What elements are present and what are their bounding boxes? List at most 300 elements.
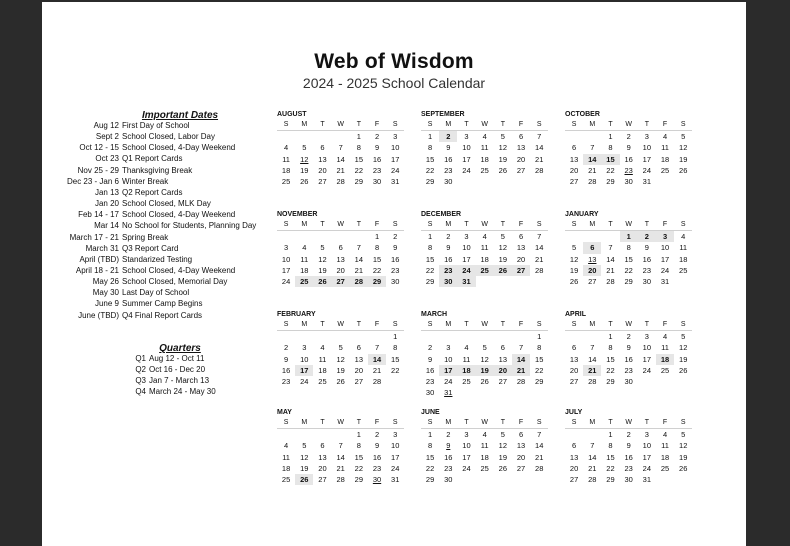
day-cell: 20: [318, 165, 327, 175]
month-name: MARCH: [421, 311, 448, 318]
day-cell: 20: [516, 254, 526, 264]
weekday-label: S: [530, 418, 548, 429]
weekday-label: M: [295, 120, 313, 131]
day-cell: 28: [350, 276, 368, 287]
page-subtitle: 2024 - 2025 School Calendar: [302, 75, 486, 91]
important-date-date: Sept 2: [95, 132, 119, 142]
day-cell: 12: [679, 143, 688, 153]
day-cell: 27: [569, 474, 579, 484]
day-cell: 16: [642, 254, 652, 264]
day-cell: 22: [354, 165, 364, 175]
day-cell: 4: [662, 430, 668, 440]
day-cell: 11: [300, 254, 309, 264]
day-cell: 30: [439, 276, 457, 287]
day-cell: 18: [457, 365, 475, 376]
day-cell: 28: [588, 176, 597, 186]
day-cell: 16: [372, 452, 382, 462]
day-cell: 9: [446, 441, 451, 451]
day-cell: 30: [624, 176, 633, 186]
day-cell: 1: [608, 332, 613, 342]
day-cell: 19: [679, 154, 688, 164]
day-cell: 14: [606, 254, 615, 264]
day-cell: 23: [391, 265, 400, 275]
day-cell: 29: [606, 176, 615, 186]
day-cell: 19: [498, 254, 508, 264]
day-cell: 9: [626, 343, 631, 353]
day-cell: 17: [462, 154, 471, 164]
day-cell: 24: [642, 165, 652, 175]
day-cell: 22: [606, 365, 615, 375]
day-cell: 7: [338, 143, 343, 153]
day-cell: 15: [425, 154, 435, 164]
day-cell: 15: [372, 254, 382, 264]
day-cell: 22: [372, 265, 382, 275]
day-cell: 24: [457, 265, 475, 276]
day-cell: 3: [302, 343, 307, 353]
important-date-event: Summer Camp Begins: [122, 299, 203, 309]
day-cell: 1: [393, 332, 398, 342]
day-cell: 2: [393, 232, 398, 242]
day-cell: 10: [462, 243, 471, 253]
empty-day-cell: [656, 474, 674, 485]
day-cell: 26: [679, 463, 688, 473]
day-cell: 23: [372, 463, 382, 473]
empty-day-cell: [601, 231, 619, 242]
quarter-range: Aug 12 - Oct 11: [149, 354, 205, 363]
day-cell: 20: [516, 452, 526, 462]
day-cell: 29: [354, 474, 364, 484]
calendar-page: [42, 2, 746, 546]
day-cell: 26: [679, 365, 688, 375]
day-cell: 10: [300, 354, 309, 364]
day-cell: 13: [318, 154, 327, 164]
day-cell: 11: [661, 143, 669, 153]
empty-day-cell: [457, 387, 475, 398]
day-cell: 17: [391, 154, 400, 164]
day-cell: 26: [569, 276, 579, 286]
month-name: JUNE: [421, 409, 440, 416]
day-cell: 9: [446, 243, 451, 253]
day-cell: 23: [281, 376, 291, 386]
weekday-label: W: [476, 120, 494, 131]
day-cell: 25: [480, 165, 489, 175]
day-cell: 19: [318, 265, 327, 275]
day-cell: 21: [606, 265, 615, 275]
day-cell: 25: [679, 265, 688, 275]
month-name: OCTOBER: [565, 111, 600, 118]
empty-day-cell: [295, 429, 313, 440]
empty-day-cell: [277, 231, 295, 242]
day-cell: 19: [336, 365, 345, 375]
day-cell: 18: [679, 254, 688, 264]
weekday-label: S: [386, 220, 404, 231]
month-name: APRIL: [565, 311, 586, 318]
empty-day-cell: [476, 331, 494, 342]
day-cell: 21: [336, 165, 345, 175]
weekday-label: T: [350, 120, 368, 131]
day-cell: 20: [569, 165, 579, 175]
day-cell: 7: [608, 243, 613, 253]
day-cell: 6: [518, 232, 524, 242]
empty-day-cell: [656, 376, 674, 387]
empty-day-cell: [494, 276, 512, 287]
important-date-date: May 26: [92, 277, 119, 287]
day-cell: 10: [444, 354, 453, 364]
empty-day-cell: [530, 474, 548, 485]
day-cell: 13: [336, 254, 345, 264]
day-cell: 21: [588, 463, 597, 473]
important-date-event: Last Day of School: [122, 288, 190, 298]
day-cell: 5: [500, 132, 505, 142]
day-cell: 20: [336, 265, 345, 275]
day-cell: 29: [425, 176, 435, 186]
day-cell: 22: [425, 165, 435, 175]
empty-day-cell: [332, 429, 350, 440]
day-cell: 8: [537, 343, 542, 353]
day-cell: 31: [444, 388, 453, 398]
day-cell: 16: [444, 254, 453, 264]
day-cell: 18: [281, 463, 291, 473]
day-cell: 8: [428, 143, 433, 153]
empty-day-cell: [457, 176, 475, 187]
day-cell: 27: [318, 474, 327, 484]
day-cell: 21: [372, 365, 382, 375]
day-cell: 5: [338, 343, 343, 353]
day-cell: 18: [318, 365, 327, 375]
day-cell: 30: [372, 176, 382, 186]
day-cell: 8: [428, 441, 433, 451]
day-cell: 30: [624, 474, 633, 484]
empty-day-cell: [583, 231, 601, 242]
weekday-label: S: [565, 320, 583, 331]
month-day-grid: [565, 220, 697, 287]
month-august: [277, 110, 409, 187]
day-cell: 2: [626, 430, 631, 440]
weekday-label: S: [674, 320, 692, 331]
empty-day-cell: [512, 331, 530, 342]
important-date-date: April (TBD): [79, 254, 119, 264]
day-cell: 29: [606, 376, 615, 386]
day-cell: 31: [660, 276, 670, 286]
day-cell: 28: [588, 376, 597, 386]
empty-day-cell: [530, 176, 548, 187]
day-cell: 29: [624, 276, 633, 286]
day-cell: 10: [462, 143, 471, 153]
empty-day-cell: [583, 331, 601, 342]
day-cell: 6: [320, 441, 325, 451]
important-date-date: Dec 23 - Jan 6: [66, 176, 119, 186]
weekday-label: F: [656, 418, 674, 429]
weekday-label: T: [638, 220, 656, 231]
day-cell: 16: [624, 354, 633, 364]
day-cell: 1: [428, 430, 433, 440]
day-cell: 10: [391, 441, 400, 451]
day-cell: 11: [480, 441, 489, 451]
day-cell: 8: [374, 243, 380, 253]
empty-day-cell: [386, 376, 404, 387]
day-cell: 23: [642, 265, 652, 275]
empty-day-cell: [638, 376, 656, 387]
day-cell: 9: [626, 143, 631, 153]
day-cell: 5: [302, 143, 307, 153]
day-cell: 12: [480, 354, 489, 364]
empty-day-cell: [512, 276, 530, 287]
weekday-label: S: [674, 120, 692, 131]
day-cell: 5: [681, 332, 686, 342]
month-may: [277, 408, 409, 485]
weekday-label: S: [674, 220, 692, 231]
month-day-grid: [421, 120, 553, 187]
empty-day-cell: [476, 176, 494, 187]
weekday-label: W: [620, 220, 638, 231]
day-cell: 5: [681, 132, 686, 142]
day-cell: 19: [476, 365, 494, 376]
important-date-date: March 17 - 21: [69, 232, 119, 242]
day-cell: 3: [393, 430, 398, 440]
day-cell: 1: [608, 132, 613, 142]
empty-day-cell: [313, 429, 331, 440]
day-cell: 1: [620, 231, 638, 242]
important-date-date: May 30: [92, 288, 119, 298]
day-cell: 6: [572, 143, 577, 153]
weekday-label: S: [421, 320, 439, 331]
month-day-grid: [421, 320, 553, 398]
important-date-event: School Closed, 4-Day Weekend: [122, 210, 236, 220]
day-cell: 7: [590, 143, 595, 153]
empty-day-cell: [277, 429, 295, 440]
day-cell: 17: [642, 154, 652, 164]
day-cell: 15: [425, 254, 435, 264]
day-cell: 26: [498, 463, 508, 473]
weekday-label: S: [277, 220, 295, 231]
day-cell: 23: [439, 265, 457, 276]
day-cell: 22: [391, 365, 400, 375]
day-cell: 11: [661, 441, 669, 451]
day-cell: 25: [480, 463, 489, 473]
day-cell: 3: [644, 332, 649, 342]
quarter-range: Oct 16 - Dec 20: [149, 365, 206, 375]
day-cell: 23: [624, 463, 633, 473]
weekday-label: T: [601, 220, 619, 231]
important-date-event: Standarized Testing: [122, 254, 193, 264]
day-cell: 11: [480, 243, 489, 253]
day-cell: 8: [356, 441, 361, 451]
day-cell: 21: [583, 365, 601, 376]
day-cell: 19: [498, 154, 508, 164]
day-cell: 14: [588, 354, 597, 364]
important-date-row: [42, 298, 319, 309]
day-cell: 27: [354, 376, 364, 386]
day-cell: 8: [356, 143, 361, 153]
day-cell: 1: [537, 332, 542, 342]
month-day-grid: [565, 418, 697, 485]
day-cell: 16: [372, 154, 382, 164]
day-cell: 30: [624, 376, 633, 386]
weekday-label: W: [332, 320, 350, 331]
day-cell: 13: [588, 254, 597, 264]
day-cell: 13: [318, 452, 327, 462]
day-cell: 26: [295, 474, 313, 485]
weekday-label: S: [277, 320, 295, 331]
month-name: FEBRUARY: [277, 311, 316, 318]
quarter-row: [42, 353, 302, 364]
day-cell: 11: [282, 154, 290, 164]
day-cell: 4: [662, 132, 668, 142]
day-cell: 28: [535, 165, 544, 175]
weekday-label: M: [439, 320, 457, 331]
day-cell: 6: [572, 343, 577, 353]
empty-day-cell: [674, 376, 692, 387]
day-cell: 15: [535, 354, 544, 364]
quarter-range: March 24 - May 30: [149, 387, 216, 397]
day-cell: 6: [356, 343, 361, 353]
day-cell: 22: [425, 265, 435, 275]
weekday-label: S: [421, 220, 439, 231]
day-cell: 15: [624, 254, 633, 264]
important-date-event: First Day of School: [122, 121, 190, 130]
weekday-label: M: [583, 120, 601, 131]
important-date-event: No School for Students, Planning Day: [122, 221, 257, 231]
day-cell: 9: [626, 441, 631, 451]
day-cell: 17: [660, 254, 670, 264]
day-cell: 13: [498, 354, 508, 364]
day-cell: 19: [498, 452, 508, 462]
day-cell: 9: [393, 243, 398, 253]
important-date-date: June (TBD): [78, 310, 119, 320]
weekday-label: T: [350, 320, 368, 331]
day-cell: 31: [642, 176, 652, 186]
day-cell: 25: [476, 265, 494, 276]
day-cell: 2: [284, 343, 289, 353]
day-cell: 6: [320, 143, 325, 153]
day-cell: 24: [444, 376, 453, 386]
day-cell: 8: [608, 143, 613, 153]
weekday-label: T: [601, 418, 619, 429]
day-cell: 14: [354, 254, 364, 264]
weekday-label: F: [368, 418, 386, 429]
weekday-label: W: [476, 320, 494, 331]
day-cell: 12: [679, 343, 688, 353]
day-cell: 17: [391, 452, 400, 462]
weekday-label: S: [386, 320, 404, 331]
weekday-label: M: [583, 418, 601, 429]
day-cell: 22: [425, 463, 435, 473]
day-cell: 25: [295, 276, 313, 287]
day-cell: 24: [391, 463, 400, 473]
important-date-date: Jan 20: [94, 199, 119, 209]
day-cell: 3: [393, 132, 398, 142]
month-september: [421, 110, 553, 187]
weekday-label: T: [350, 220, 368, 231]
weekday-label: F: [512, 120, 530, 131]
day-cell: 2: [428, 343, 433, 353]
day-cell: 12: [569, 254, 579, 264]
day-cell: 12: [300, 154, 309, 164]
day-cell: 14: [535, 243, 544, 253]
day-cell: 27: [516, 165, 526, 175]
weekday-label: M: [439, 220, 457, 231]
day-cell: 18: [656, 354, 674, 365]
empty-day-cell: [512, 474, 530, 485]
day-cell: 1: [356, 430, 361, 440]
day-cell: 9: [284, 354, 289, 364]
weekday-label: M: [295, 418, 313, 429]
day-cell: 14: [512, 354, 530, 365]
empty-day-cell: [332, 331, 350, 342]
day-cell: 12: [498, 143, 508, 153]
month-day-grid: [277, 220, 409, 287]
day-cell: 27: [588, 276, 597, 286]
day-cell: 2: [374, 430, 380, 440]
day-cell: 19: [679, 354, 688, 364]
day-cell: 5: [482, 343, 487, 353]
day-cell: 5: [320, 243, 325, 253]
day-cell: 17: [462, 254, 471, 264]
day-cell: 10: [462, 441, 471, 451]
day-cell: 13: [516, 243, 526, 253]
weekday-label: S: [565, 418, 583, 429]
weekday-label: W: [332, 120, 350, 131]
day-cell: 29: [354, 176, 364, 186]
day-cell: 31: [391, 176, 400, 186]
day-cell: 4: [662, 332, 668, 342]
empty-day-cell: [656, 176, 674, 187]
day-cell: 15: [606, 354, 615, 364]
day-cell: 3: [464, 132, 469, 142]
important-date-date: Jan 13: [94, 187, 119, 197]
empty-day-cell: [313, 131, 331, 142]
day-cell: 31: [642, 474, 652, 484]
day-cell: 3: [644, 132, 649, 142]
empty-day-cell: [565, 131, 583, 142]
day-cell: 24: [462, 463, 471, 473]
day-cell: 20: [569, 365, 579, 375]
day-cell: 29: [425, 474, 435, 484]
weekday-label: M: [439, 120, 457, 131]
weekday-label: F: [368, 120, 386, 131]
weekday-label: T: [638, 418, 656, 429]
weekday-label: F: [512, 320, 530, 331]
day-cell: 1: [428, 132, 433, 142]
day-cell: 11: [318, 354, 327, 364]
day-cell: 18: [480, 154, 489, 164]
month-name: JANUARY: [565, 211, 599, 218]
day-cell: 28: [336, 176, 345, 186]
day-cell: 20: [354, 365, 364, 375]
day-cell: 15: [606, 452, 615, 462]
weekday-label: W: [476, 418, 494, 429]
day-cell: 2: [439, 131, 457, 142]
weekday-label: M: [295, 220, 313, 231]
weekday-label: T: [494, 418, 512, 429]
important-date-date: April 18 - 21: [75, 265, 119, 275]
month-day-grid: [277, 320, 409, 387]
empty-day-cell: [350, 231, 368, 242]
month-name: SEPTEMBER: [421, 111, 465, 118]
day-cell: 22: [535, 365, 544, 375]
day-cell: 7: [537, 232, 542, 242]
important-dates-heading: Important Dates: [141, 110, 219, 121]
day-cell: 23: [425, 376, 435, 386]
day-cell: 16: [391, 254, 400, 264]
empty-day-cell: [368, 331, 386, 342]
month-name: AUGUST: [277, 111, 307, 118]
empty-day-cell: [421, 331, 439, 342]
day-cell: 5: [681, 430, 686, 440]
day-cell: 15: [354, 452, 364, 462]
weekday-label: T: [457, 418, 475, 429]
day-cell: 15: [601, 154, 619, 165]
